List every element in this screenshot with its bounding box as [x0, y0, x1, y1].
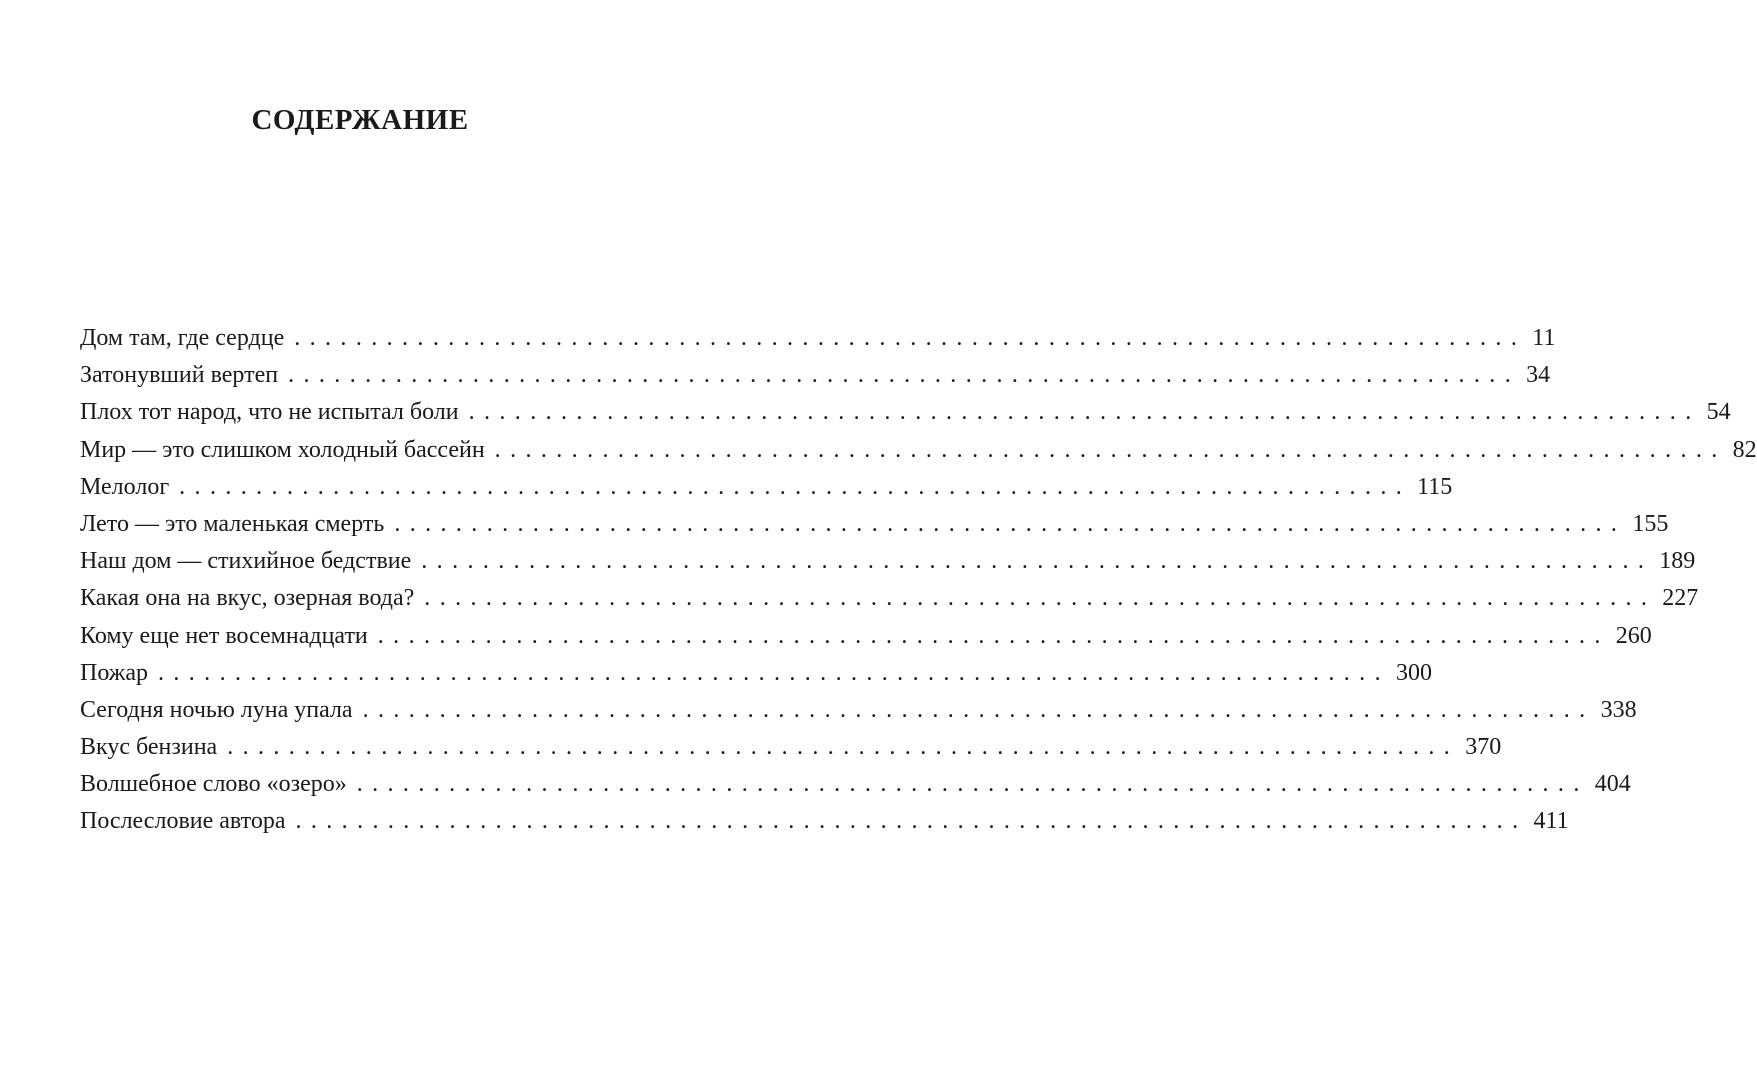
toc-leader-dots: ................................................................................: [294, 325, 1527, 351]
toc-entry-title: Послесловие автора: [80, 808, 286, 835]
toc-entry: [80, 803, 1569, 840]
toc-entry-title: Вкус бензина: [80, 734, 218, 761]
toc-leader-dots: ................................................................................: [288, 362, 1521, 389]
toc-leader-dots: ................................................................................: [356, 771, 1589, 798]
toc-entry: [80, 432, 1757, 469]
toc-leader-dots: ................................................................................: [227, 734, 1460, 761]
toc-page-number: 260: [1615, 622, 1652, 649]
toc-entry: [80, 580, 1699, 617]
toc-entry-title: Наш дом — стихийное бедствие: [80, 548, 412, 575]
toc-entry: [80, 394, 1731, 431]
toc-entry-title: Лето — это маленькая смерть: [80, 510, 385, 537]
toc-leader-dots: ................................................................................: [157, 659, 1390, 686]
toc-entry-title: Волшебное слово «озеро»: [80, 771, 347, 798]
toc-entry-title: Дом там, где сердце: [80, 325, 285, 351]
toc-entry: [80, 543, 1696, 580]
toc-entry-title: Мир — это слишком холодный бассейн: [80, 436, 485, 463]
toc-page-number: 155: [1632, 510, 1669, 537]
toc-page-number: 11: [1532, 325, 1556, 351]
toc-page-number: 115: [1417, 473, 1453, 500]
toc-leader-dots: ................................................................................: [421, 548, 1654, 575]
toc-page-number: 189: [1659, 548, 1696, 575]
toc-leader-dots: ................................................................................: [424, 585, 1657, 612]
toc-page-number: 370: [1465, 734, 1502, 761]
toc-leader-dots: ................................................................................: [295, 808, 1528, 835]
toc-page-number: 300: [1395, 659, 1432, 686]
toc-entry: [80, 729, 1502, 766]
toc-page-number: 411: [1533, 808, 1569, 835]
toc-page-number: 338: [1600, 696, 1637, 723]
toc-entry: [80, 506, 1669, 543]
toc-page-number: 34: [1526, 362, 1551, 389]
toc-page-number: 82: [1732, 436, 1757, 463]
toc-entry-title: Кому еще нет восемнадцати: [80, 622, 368, 649]
toc-leader-dots: ................................................................................: [179, 473, 1412, 500]
toc-entry-title: Какая она на вкус, озерная вода?: [80, 585, 415, 612]
table-of-contents: [80, 320, 1757, 841]
toc-leader-dots: ................................................................................: [494, 436, 1727, 463]
toc-entry: [80, 766, 1631, 803]
toc-leader-dots: ................................................................................: [362, 696, 1595, 723]
toc-entry-title: Плох тот народ, что не испытал боли: [80, 399, 459, 426]
toc-entry-title: Мелолог: [80, 473, 170, 500]
toc-leader-dots: ................................................................................: [377, 622, 1610, 649]
toc-page-number: 54: [1706, 399, 1731, 426]
toc-entry: [80, 469, 1453, 506]
toc-page-number: 404: [1594, 771, 1631, 798]
toc-leader-dots: ................................................................................: [468, 399, 1701, 426]
toc-entry: [80, 618, 1652, 655]
toc-entry: [80, 357, 1551, 394]
toc-entry-title: Затонувший вертеп: [80, 362, 279, 389]
page-title: СОДЕРЖАНИЕ: [251, 104, 469, 136]
toc-entry: [80, 655, 1432, 692]
toc-entry-title: Пожар: [80, 659, 148, 686]
toc-leader-dots: ................................................................................: [394, 510, 1627, 537]
toc-entry-title: Сегодня ночью луна упала: [80, 696, 353, 723]
toc-entry: [80, 320, 1556, 357]
toc-entry: [80, 692, 1637, 729]
toc-page-number: 227: [1662, 585, 1699, 612]
